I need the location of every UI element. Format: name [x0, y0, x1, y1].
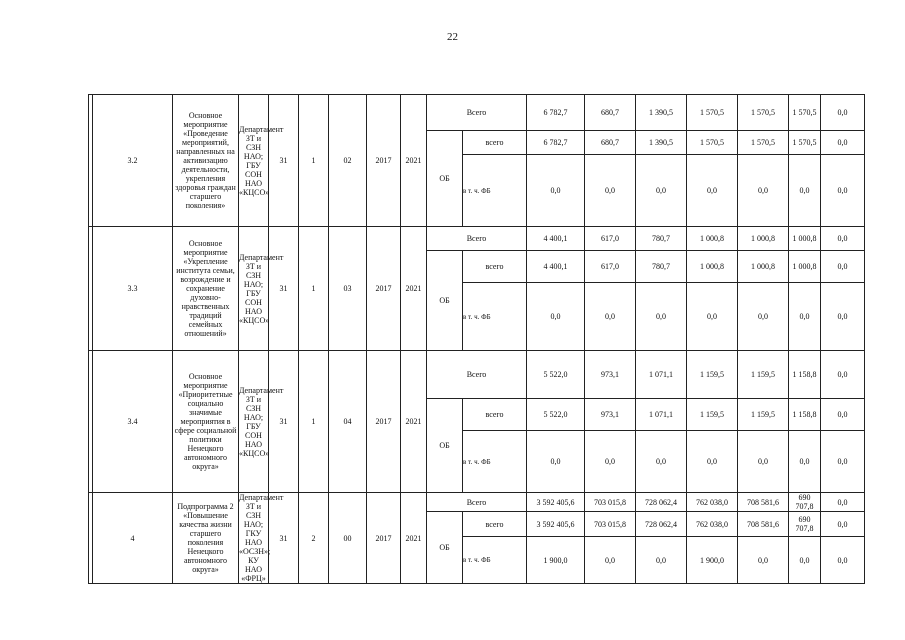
fb-year-2019: 0,0 — [687, 431, 738, 493]
label-vsego: всего — [463, 512, 527, 537]
row-start-year: 2017 — [367, 493, 401, 584]
ob-year-2019: 762 038,0 — [687, 512, 738, 537]
fb-year-2017: 0,0 — [585, 431, 636, 493]
ob-year-2017: 617,0 — [585, 251, 636, 283]
ob-year-2020: 1 000,8 — [738, 251, 789, 283]
total-year-2021: 1 000,8 — [789, 227, 821, 251]
row-code-2: 1 — [299, 227, 329, 351]
ob-reserve: 0,0 — [821, 131, 865, 155]
label-ob: ОБ — [427, 512, 463, 584]
ob-reserve: 0,0 — [821, 399, 865, 431]
fb-year-2017: 0,0 — [585, 155, 636, 227]
ob-year-2018: 1 071,1 — [636, 399, 687, 431]
label-fb-text: в т. ч. ФБ — [463, 556, 491, 564]
label-fb — [463, 537, 527, 584]
fb-year-2021: 0,0 — [789, 537, 821, 584]
label-fb-text: в т. ч. ФБ — [463, 457, 491, 466]
ob-year-2021: 690 707,8 — [789, 512, 821, 537]
table-row — [89, 95, 865, 131]
label-total: Всего — [427, 493, 527, 512]
row-start-year: 2017 — [367, 351, 401, 493]
total-total-2017-2021: 3 592 405,6 — [527, 493, 585, 512]
total-year-2018: 1 390,5 — [636, 95, 687, 131]
fb-total-2017-2021: 0,0 — [527, 431, 585, 493]
fb-year-2021: 0,0 — [789, 431, 821, 493]
row-code-2: 1 — [299, 95, 329, 227]
row-code-1: 31 — [269, 227, 299, 351]
total-year-2021: 690 707,8 — [789, 493, 821, 512]
ob-total-2017-2021: 3 592 405,6 — [527, 512, 585, 537]
total-year-2017: 617,0 — [585, 227, 636, 251]
total-year-2020: 1 000,8 — [738, 227, 789, 251]
label-total: Всего — [427, 95, 527, 131]
table-row — [89, 351, 865, 399]
total-year-2020: 1 570,5 — [738, 95, 789, 131]
row-end-year: 2021 — [401, 95, 427, 227]
ob-year-2018: 1 390,5 — [636, 131, 687, 155]
row-end-year: 2021 — [401, 351, 427, 493]
table-row — [89, 227, 865, 251]
row-description: Основное мероприятие «Укрепление института семьи, возрождение и сохранение духовно-нравственных традиций семейных отношений» — [173, 227, 239, 351]
row-code-3: 04 — [329, 351, 367, 493]
row-start-year: 2017 — [367, 227, 401, 351]
ob-reserve: 0,0 — [821, 251, 865, 283]
fb-year-2017: 0,0 — [585, 537, 636, 584]
row-description: Основное мероприятие «Проведение мероприятий, направленных на активизацию деятельности, укрепления здоровья граждан старшего поколения» — [173, 95, 239, 227]
total-total-2017-2021: 5 522,0 — [527, 351, 585, 399]
row-number: 4 — [93, 493, 173, 584]
fb-total-2017-2021: 0,0 — [527, 283, 585, 351]
fb-year-2020: 0,0 — [738, 283, 789, 351]
ob-total-2017-2021: 4 400,1 — [527, 251, 585, 283]
label-total: Всего — [427, 227, 527, 251]
ob-year-2021: 1 000,8 — [789, 251, 821, 283]
row-executor: Департамент ЗТ и СЗН НАО; ГБУ СОН НАО «КЦСО» — [239, 351, 269, 493]
total-year-2018: 1 071,1 — [636, 351, 687, 399]
row-start-year: 2017 — [367, 95, 401, 227]
total-total-2017-2021: 4 400,1 — [527, 227, 585, 251]
fb-year-2020: 0,0 — [738, 431, 789, 493]
total-reserve: 0,0 — [821, 493, 865, 512]
row-code-1: 31 — [269, 95, 299, 227]
label-ob: ОБ — [427, 251, 463, 351]
row-description: Основное мероприятие «Приоритетные социально значимые мероприятия в сфере социальной политики Ненецкого автономного округа» — [173, 351, 239, 493]
fb-year-2021: 0,0 — [789, 155, 821, 227]
total-total-2017-2021: 6 782,7 — [527, 95, 585, 131]
total-reserve: 0,0 — [821, 351, 865, 399]
total-year-2019: 1 570,5 — [687, 95, 738, 131]
total-reserve: 0,0 — [821, 227, 865, 251]
ob-year-2018: 780,7 — [636, 251, 687, 283]
fb-year-2020: 0,0 — [738, 537, 789, 584]
fb-year-2020: 0,0 — [738, 155, 789, 227]
total-year-2020: 708 581,6 — [738, 493, 789, 512]
fb-reserve: 0,0 — [821, 537, 865, 584]
fb-year-2017: 0,0 — [585, 283, 636, 351]
label-fb — [463, 155, 527, 227]
label-ob: ОБ — [427, 399, 463, 493]
row-code-2: 2 — [299, 493, 329, 584]
row-end-year: 2021 — [401, 493, 427, 584]
ob-year-2020: 1 570,5 — [738, 131, 789, 155]
total-year-2020: 1 159,5 — [738, 351, 789, 399]
row-executor: Департамент ЗТ и СЗН НАО; ГБУ СОН НАО «КЦСО» — [239, 95, 269, 227]
row-description: Подпрограмма 2 «Повышение качества жизни старшего поколения Ненецкого автономного округа» — [173, 493, 239, 584]
row-code-3: 00 — [329, 493, 367, 584]
total-year-2017: 973,1 — [585, 351, 636, 399]
fb-year-2018: 0,0 — [636, 155, 687, 227]
fb-total-2017-2021: 0,0 — [527, 155, 585, 227]
ob-year-2019: 1 159,5 — [687, 399, 738, 431]
fb-year-2019: 0,0 — [687, 155, 738, 227]
fb-year-2018: 0,0 — [636, 283, 687, 351]
row-number: 3.3 — [93, 227, 173, 351]
fb-reserve: 0,0 — [821, 431, 865, 493]
ob-year-2017: 680,7 — [585, 131, 636, 155]
row-number: 3.2 — [93, 95, 173, 227]
total-year-2019: 1 159,5 — [687, 351, 738, 399]
label-vsego: всего — [463, 251, 527, 283]
fb-year-2018: 0,0 — [636, 431, 687, 493]
fb-reserve: 0,0 — [821, 155, 865, 227]
ob-year-2019: 1 570,5 — [687, 131, 738, 155]
row-code-2: 1 — [299, 351, 329, 493]
fb-year-2019: 0,0 — [687, 283, 738, 351]
total-year-2021: 1 570,5 — [789, 95, 821, 131]
ob-year-2017: 973,1 — [585, 399, 636, 431]
page-number: 22 — [447, 31, 458, 43]
ob-year-2019: 1 000,8 — [687, 251, 738, 283]
row-code-3: 03 — [329, 227, 367, 351]
table-row — [89, 493, 865, 512]
ob-total-2017-2021: 5 522,0 — [527, 399, 585, 431]
label-fb-text: в т. ч. ФБ — [463, 186, 491, 195]
total-year-2018: 780,7 — [636, 227, 687, 251]
total-year-2019: 1 000,8 — [687, 227, 738, 251]
label-ob: ОБ — [427, 131, 463, 227]
fb-year-2019: 1 900,0 — [687, 537, 738, 584]
total-reserve: 0,0 — [821, 95, 865, 131]
fb-reserve: 0,0 — [821, 283, 865, 351]
row-number: 3.4 — [93, 351, 173, 493]
total-year-2017: 680,7 — [585, 95, 636, 131]
ob-year-2018: 728 062,4 — [636, 512, 687, 537]
total-year-2021: 1 158,8 — [789, 351, 821, 399]
label-fb — [463, 431, 527, 493]
ob-reserve: 0,0 — [821, 512, 865, 537]
row-code-3: 02 — [329, 95, 367, 227]
ob-year-2020: 1 159,5 — [738, 399, 789, 431]
row-executor: Департамент ЗТ и СЗН НАО; ГКУ НАО «ОСЗН»; КУ НАО «ФРЦ» — [239, 493, 284, 583]
ob-year-2021: 1 158,8 — [789, 399, 821, 431]
row-executor: Департамент ЗТ и СЗН НАО; ГБУ СОН НАО «КЦСО» — [239, 227, 269, 351]
total-year-2017: 703 015,8 — [585, 493, 636, 512]
row-code-1: 31 — [269, 351, 299, 493]
ob-year-2017: 703 015,8 — [585, 512, 636, 537]
fb-year-2021: 0,0 — [789, 283, 821, 351]
row-end-year: 2021 — [401, 227, 427, 351]
label-total: Всего — [427, 351, 527, 399]
label-fb-text: в т. ч. ФБ — [463, 312, 491, 321]
ob-total-2017-2021: 6 782,7 — [527, 131, 585, 155]
label-fb — [463, 283, 527, 351]
budget-table — [88, 94, 865, 584]
label-vsego: всего — [463, 131, 527, 155]
row-code-1: 31 — [269, 493, 299, 584]
ob-year-2021: 1 570,5 — [789, 131, 821, 155]
fb-year-2018: 0,0 — [636, 537, 687, 584]
label-vsego: всего — [463, 399, 527, 431]
fb-total-2017-2021: 1 900,0 — [527, 537, 585, 584]
ob-year-2020: 708 581,6 — [738, 512, 789, 537]
total-year-2019: 762 038,0 — [687, 493, 738, 512]
total-year-2018: 728 062,4 — [636, 493, 687, 512]
